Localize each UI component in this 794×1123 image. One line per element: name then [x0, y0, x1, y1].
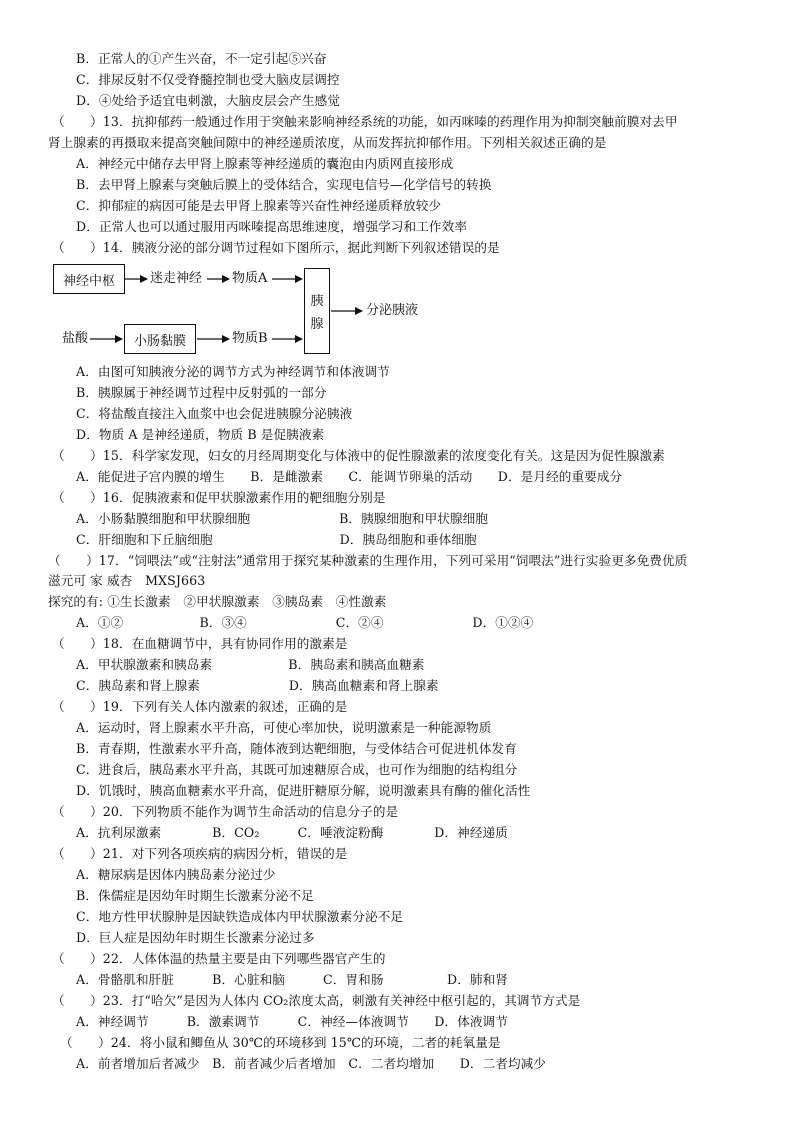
q19-option-c: C．进食后，胰岛素水平升高，其既可加速糖原合成，也可作为细胞的结构组分: [76, 762, 518, 777]
secrete-pancreatic-juice-label: 分泌胰液: [366, 303, 419, 318]
q17-stem-line1: （ ）17．“饲喂法”或“注射法”通常用于探究某种激素的生理作用，下列可采用“饲喂法”进行实验更多免费优质: [48, 553, 688, 568]
q22-options: A．骨骼肌和肝脏 B．心脏和脑 C．胃和肠 D．肺和肾: [76, 972, 508, 987]
q21-option-d: D．巨人症是因幼年时期生长激素分泌过多: [76, 930, 315, 945]
q13-option-b: B．去甲肾上腺素与突触后膜上的受体结合，实现电信号—化学信号的转换: [76, 177, 492, 192]
q21-option-c: C．地方性甲状腺肿是因缺铁造成体内甲状腺激素分泌不足: [76, 909, 404, 924]
q24-options: A．前者增加后者减少 B．前者减少后者增加 C．二者均增加 D．二者均减少: [76, 1056, 547, 1071]
q14-option-b: B．胰腺属于神经调节过程中反射弧的一部分: [76, 385, 327, 400]
q15-options: A．能促进子宫内膜的增生 B．是雌激素 C．能调节卵巢的活动 D．是月经的重要成分: [76, 469, 623, 484]
q16-stem: （ ）16．促胰液素和促甲状腺激素作用的靶细胞分别是: [52, 490, 386, 505]
q18-options-ab: A．甲状腺激素和胰岛素 B．胰岛素和胰高血糖素: [76, 657, 425, 672]
q21-option-b: B．侏儒症是因幼年时期生长激素分泌不足: [76, 888, 314, 903]
q13-stem-line2: 肾上腺素的再摄取来提高突触间隙中的神经递质浓度，从而发挥抗抑郁作用。下列相关叙述正确的是: [48, 135, 607, 150]
q23-options: A．神经调节 B．激素调节 C．神经—体液调节 D．体液调节: [76, 1014, 508, 1029]
q18-stem: （ ）18．在血糖调节中，具有协同作用的激素是: [52, 636, 348, 651]
intestinal-mucosa-box: 小肠黏膜: [124, 324, 196, 354]
q14-option-a: A．由图可知胰液分泌的调节方式为神经调节和体液调节: [76, 364, 390, 379]
vagus-nerve-label: 迷走神经: [150, 271, 203, 286]
hydrochloric-acid-label: 盐酸: [62, 331, 89, 346]
q19-stem: （ ）19．下列有关人体内激素的叙述，正确的是: [52, 699, 348, 714]
q12-option-d: D．④处给予适宜电刺激，大脑皮层会产生感觉: [76, 93, 341, 108]
q19-option-a: A．运动时，肾上腺素水平升高，可使心率加快，说明激素是一种能源物质: [76, 720, 492, 735]
q16-options-cd: C．肝细胞和下丘脑细胞 D．胰岛细胞和垂体细胞: [76, 532, 477, 547]
nerve-center-box: 神经中枢: [53, 264, 125, 294]
q13-stem-line1: （ ）13．抗抑郁药一般通过作用于突触来影响神经系统的功能，如丙咪嗪的药理作用为抑制突触前膜对去甲: [52, 114, 678, 129]
substance-b-label: 物质B: [232, 331, 268, 346]
q20-options: A．抗利尿激素 B．CO₂ C．唾液淀粉酶 D．神经递质: [76, 825, 508, 840]
q17-options: A．①② B．③④ C．②④ D．①②④: [76, 615, 534, 630]
q14-option-d: D．物质 A 是神经递质，物质 B 是促胰液素: [76, 427, 325, 442]
q23-stem: （ ）23．打“哈欠”是因为人体内 CO₂浓度太高，刺激有关神经中枢引起的，其调节方式是: [52, 993, 581, 1008]
q12-option-c: C．排尿反射不仅受脊髓控制也受大脑皮层调控: [76, 72, 340, 87]
pancreas-char-1: 胰: [310, 294, 324, 309]
q20-stem: （ ）20．下列物质不能作为调节生命活动的信息分子的是: [52, 804, 399, 819]
q21-option-a: A．糖尿病是因体内胰岛素分泌过少: [76, 867, 276, 882]
diagram-arrows: [0, 0, 794, 400]
q16-options-ab: A．小肠黏膜细胞和甲状腺细胞 B．胰腺细胞和甲状腺细胞: [76, 511, 489, 526]
q13-option-d: D．正常人也可以通过服用丙咪嗪提高思维速度，增强学习和工作效率: [76, 219, 468, 234]
q12-option-b: B．正常人的①产生兴奋，不一定引起⑤兴奋: [76, 51, 327, 66]
q14-option-c: C．将盐酸直接注入血浆中也会促进胰腺分泌胰液: [76, 406, 353, 421]
q14-stem: （ ）14．胰液分泌的部分调节过程如下图所示，据此判断下列叙述错误的是: [52, 240, 500, 255]
q19-option-d: D．饥饿时，胰高血糖素水平升高，促进肝糖原分解，说明激素具有酶的催化活性: [76, 783, 531, 798]
q22-stem: （ ）22．人体体温的热量主要是由下列哪些器官产生的: [52, 951, 386, 966]
q18-options-cd: C．胰岛素和肾上腺素 D．胰高血糖素和肾上腺素: [76, 678, 439, 693]
q13-option-c: C．抑郁症的病因可能是去甲肾上腺素等兴奋性神经递质释放较少: [76, 198, 442, 213]
q15-stem: （ ）15．科学家发现，妇女的月经周期变化与体液中的促性腺激素的浓度变化有关。这是因为促性腺激素: [52, 448, 665, 463]
q13-option-a: A．神经元中储存去甲肾上腺素等神经递质的囊泡由内质网直接形成: [76, 156, 454, 171]
pancreas-char-2: 腺: [310, 317, 324, 332]
substance-a-label: 物质A: [232, 271, 268, 286]
q17-watermark-line: 滋元可 家 威杏 MXSJ663: [48, 573, 206, 588]
q17-stem-line2: 探究的有: ①生长激素 ②甲状腺激素 ③胰岛素 ④性激素: [48, 594, 387, 609]
q19-option-b: B．青春期，性激素水平升高，随体液到达靶细胞，与受体结合可促进机体发育: [76, 741, 517, 756]
q24-stem: （ ）24．将小鼠和鲫鱼从 30℃的环境移到 15℃的环境，二者的耗氧量是: [60, 1035, 501, 1050]
q21-stem: （ ）21．对下列各项疾病的病因分析，错误的是: [52, 846, 348, 861]
